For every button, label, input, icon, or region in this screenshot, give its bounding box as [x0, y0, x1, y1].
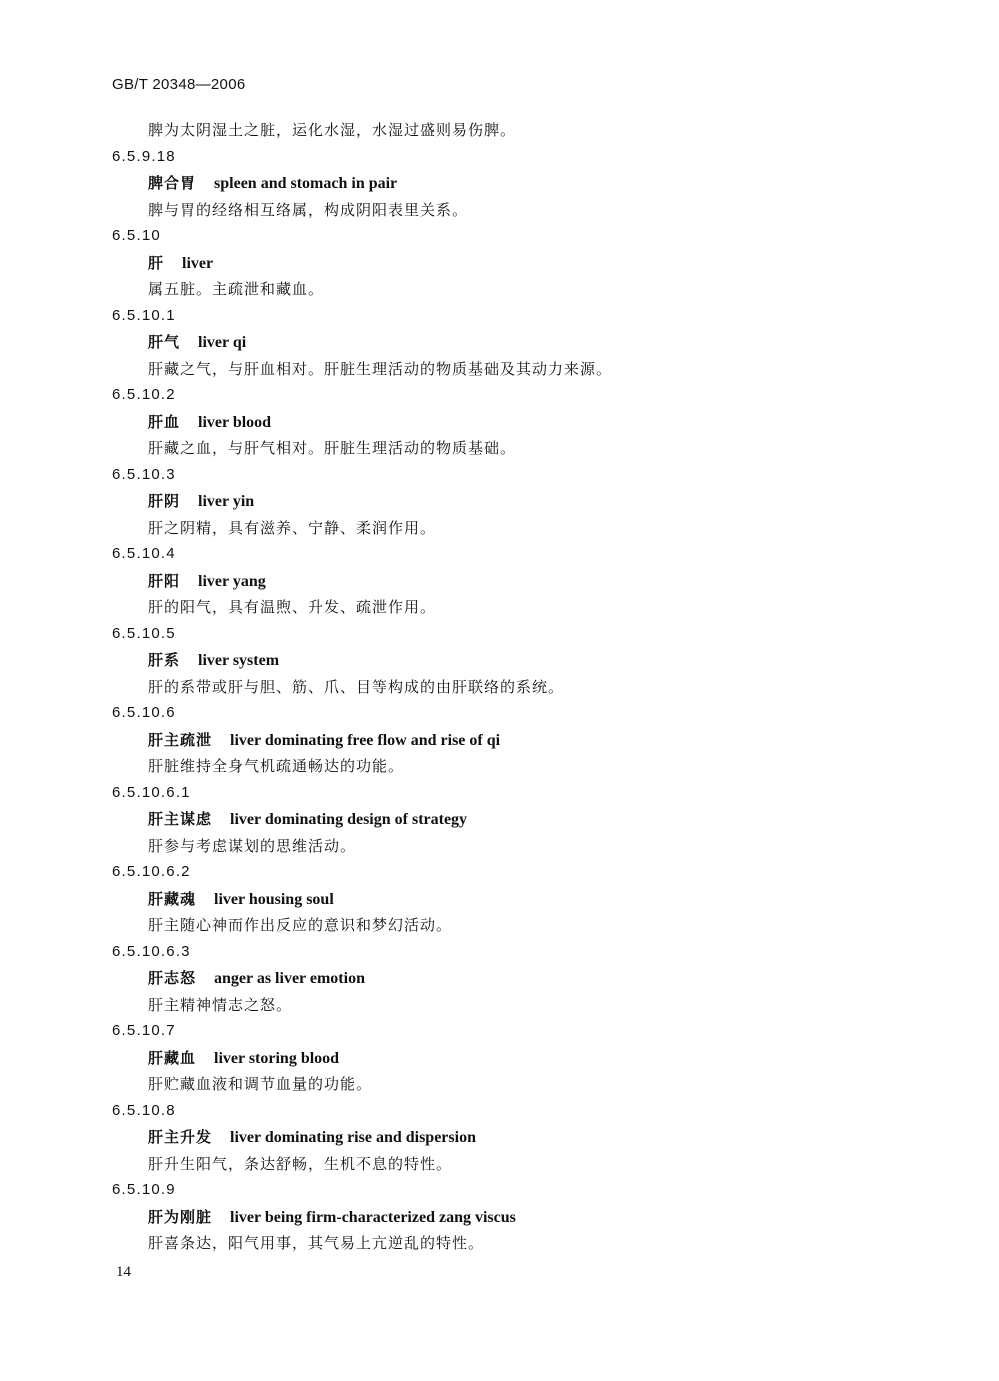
- term-chinese: 肝为刚脏: [148, 1207, 213, 1226]
- term-english: liver dominating design of strategy: [230, 811, 468, 828]
- term-definition: 肝脏维持全身气机疏通畅达的功能。: [148, 757, 405, 775]
- term-heading: [148, 886, 334, 913]
- term-heading: [148, 488, 254, 515]
- clause-number: 6.5.10.6.3: [112, 942, 191, 960]
- term-heading: [148, 647, 279, 674]
- clause-number: 6.5.9.18: [112, 147, 176, 165]
- term-definition: 肝升生阳气，条达舒畅，生机不息的特性。: [148, 1154, 453, 1173]
- clause-number: 6.5.10.6: [112, 704, 176, 721]
- term-chinese: 肝藏魂: [148, 889, 197, 908]
- term-definition: 肝主精神情志之怒。: [148, 995, 293, 1014]
- clause-number: 6.5.10.9: [112, 1181, 176, 1198]
- term-heading: [148, 568, 266, 595]
- term-english: liver yang: [198, 572, 266, 590]
- term-definition: 肝藏之血，与肝气相对。肝脏生理活动的物质基础。: [148, 439, 517, 457]
- term-english: liver qi: [198, 334, 247, 351]
- term-english: liver being firm-characterized zang viscus: [230, 1208, 516, 1226]
- term-english: liver: [182, 254, 214, 272]
- term-chinese: 肝系: [148, 651, 181, 669]
- term-heading: [148, 329, 246, 356]
- term-definition: 肝贮藏血液和调节血量的功能。: [148, 1075, 373, 1093]
- term-chinese: 肝气: [148, 333, 181, 351]
- clause-number: 6.5.10.3: [112, 465, 176, 483]
- term-definition: 肝主随心神而作出反应的意识和梦幻活动。: [148, 916, 453, 934]
- term-heading: [148, 727, 500, 754]
- term-heading: [148, 965, 365, 992]
- term-english: liver yin: [198, 493, 255, 510]
- term-chinese: 肝主疏泄: [148, 730, 213, 749]
- clause-number: 6.5.10.6.1: [112, 783, 191, 801]
- term-english: spleen and stomach in pair: [214, 175, 398, 192]
- term-heading: [148, 1204, 516, 1231]
- term-chinese: 肝藏血: [148, 1048, 197, 1067]
- term-heading: [148, 806, 467, 833]
- term-chinese: 肝: [148, 253, 165, 272]
- term-chinese: 肝志怒: [148, 969, 197, 987]
- term-chinese: 肝血: [148, 412, 181, 431]
- term-english: anger as liver emotion: [214, 970, 365, 987]
- clause-number: 6.5.10: [112, 227, 161, 244]
- clause-number: 6.5.10.4: [112, 545, 176, 562]
- term-chinese: 肝主升发: [148, 1128, 213, 1146]
- term-chinese: 肝阴: [148, 492, 181, 510]
- clause-number: 6.5.10.2: [112, 386, 176, 403]
- page-number: 14: [116, 1264, 131, 1280]
- term-heading: [148, 1045, 339, 1072]
- term-chinese: 脾合胃: [148, 174, 197, 192]
- term-english: liver dominating free flow and rise of qi: [230, 731, 501, 749]
- term-chinese: 肝阳: [148, 571, 181, 590]
- term-heading: [148, 170, 397, 197]
- clause-number: 6.5.10.1: [112, 306, 176, 324]
- term-definition: 肝之阴精，具有滋养、宁静、柔润作用。: [148, 518, 437, 537]
- term-definition: 肝参与考虑谋划的思维活动。: [148, 836, 357, 855]
- term-definition: 肝喜条达，阳气用事，其气易上亢逆乱的特性。: [148, 1234, 485, 1252]
- term-english: liver housing soul: [214, 890, 334, 908]
- clause-number: 6.5.10.8: [112, 1101, 176, 1119]
- term-chinese: 肝主谋虑: [148, 810, 213, 828]
- term-english: liver storing blood: [214, 1049, 340, 1067]
- clause-number: 6.5.10.5: [112, 624, 176, 642]
- term-definition: 肝的阳气，具有温煦、升发、疏泄作用。: [148, 598, 437, 616]
- term-heading: [148, 1124, 476, 1151]
- term-english: liver dominating rise and dispersion: [230, 1129, 476, 1146]
- clause-number: 6.5.10.6.2: [112, 863, 191, 880]
- term-definition: 肝的系带或肝与胆、筋、爪、目等构成的由肝联络的系统。: [148, 677, 565, 696]
- term-definition: 脾为太阴湿土之脏，运化水湿，水湿过盛则易伤脾。: [148, 121, 517, 139]
- term-definition: 脾与胃的经络相互络属，构成阴阳表里关系。: [148, 200, 469, 219]
- term-heading: [148, 250, 213, 277]
- clause-number: 6.5.10.7: [112, 1022, 176, 1039]
- standard-number-header: GB/T 20348—2006: [112, 76, 246, 93]
- term-definition: 属五脏。主疏泄和藏血。: [148, 280, 325, 298]
- term-definition: 肝藏之气，与肝血相对。肝脏生理活动的物质基础及其动力来源。: [148, 359, 613, 378]
- term-heading: [148, 409, 271, 436]
- term-english: liver system: [198, 652, 280, 669]
- term-english: liver blood: [198, 413, 272, 431]
